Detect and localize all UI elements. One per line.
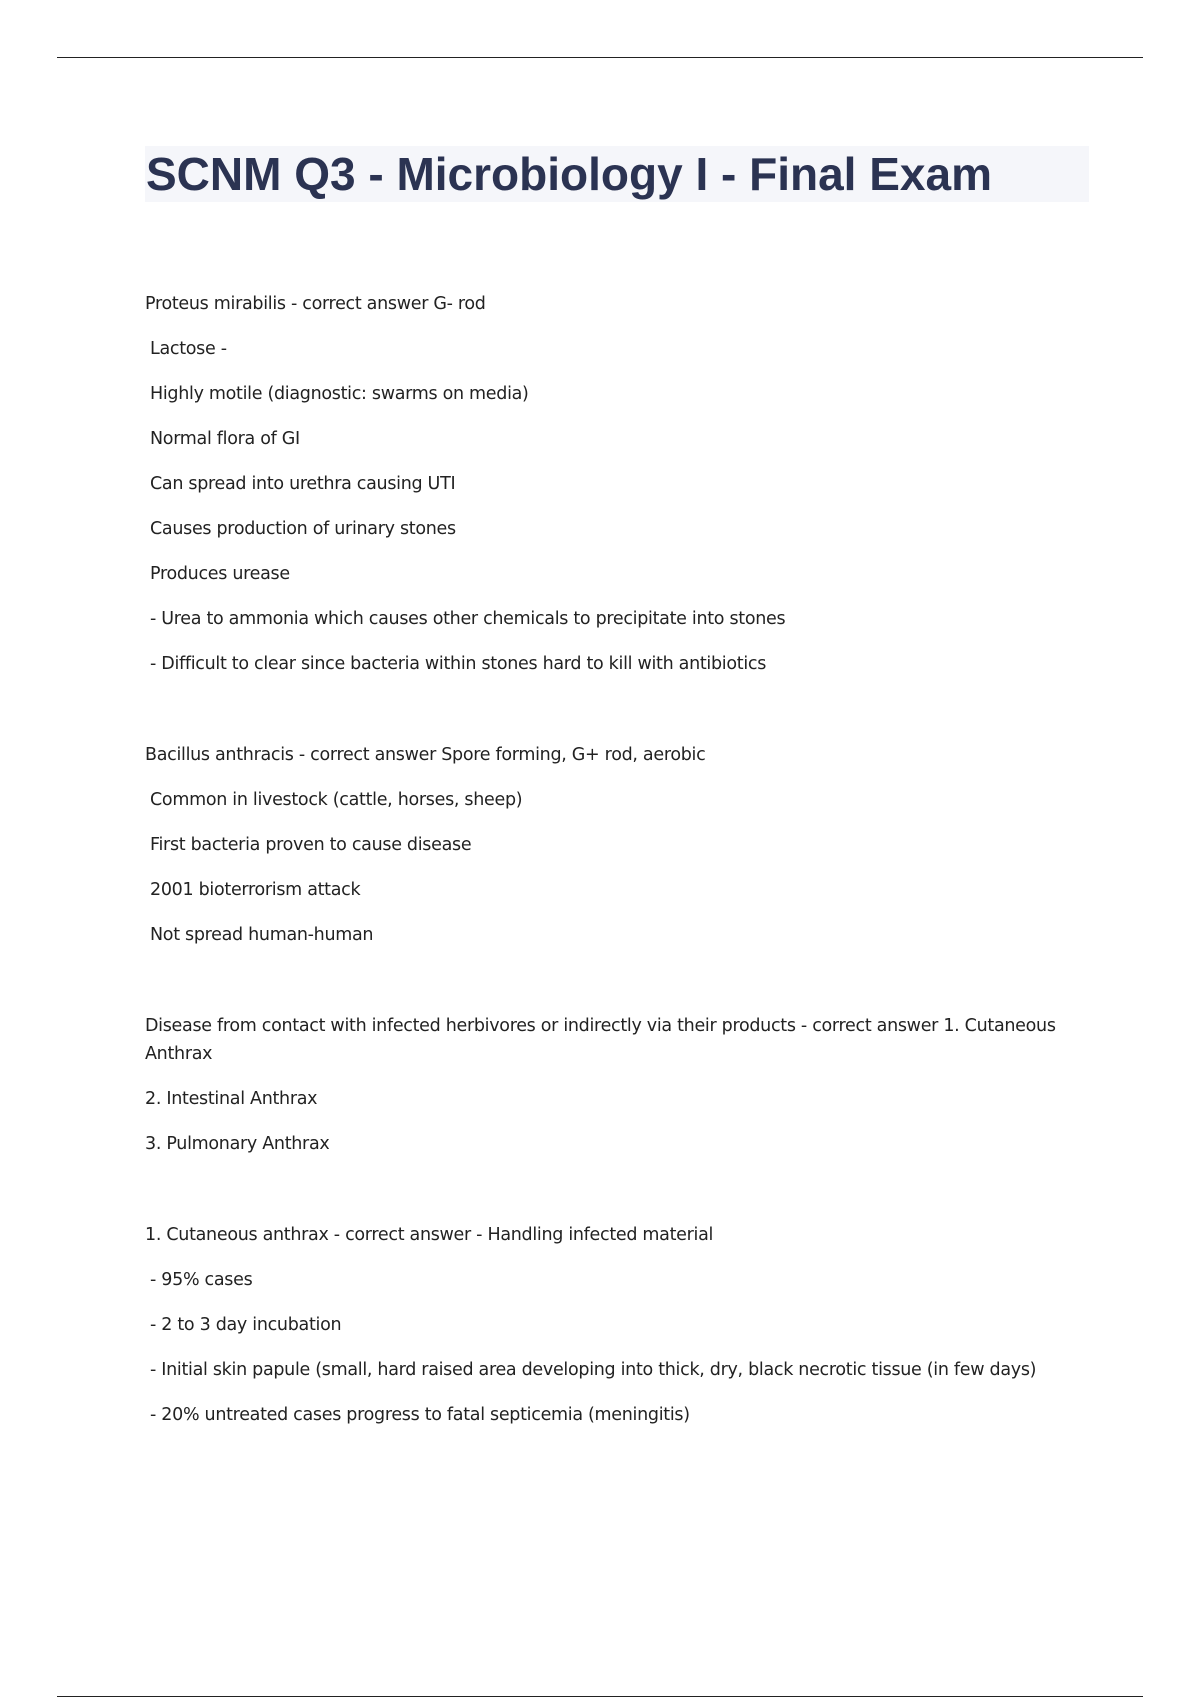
section-heading: Proteus mirabilis - correct answer G- rod (145, 294, 486, 314)
section-line: Normal flora of GI (150, 429, 300, 449)
section-line: First bacteria proven to cause disease (150, 835, 472, 855)
section-line: Causes production of urinary stones (150, 519, 456, 539)
section-line: Highly motile (diagnostic: swarms on media) (150, 384, 529, 404)
bottom-rule (57, 1696, 1143, 1697)
section-line: 3. Pulmonary Anthrax (145, 1134, 330, 1154)
section-cutaneous-anthrax (145, 1221, 1090, 1446)
section-line: Can spread into urethra causing UTI (150, 474, 456, 494)
section-line: - Initial skin papule (small, hard raised area developing into thick, dry, black necrotic tissue (in few days) (150, 1360, 1037, 1380)
section-line: Lactose - (150, 339, 227, 359)
section-proteus-mirabilis (145, 290, 1090, 695)
section-line: - 20% untreated cases progress to fatal septicemia (meningitis) (150, 1405, 690, 1425)
document-body (145, 290, 1090, 1492)
section-line: - Difficult to clear since bacteria within stones hard to kill with antibiotics (150, 654, 767, 674)
page-title: SCNM Q3 - Microbiology I - Final Exam (146, 148, 992, 200)
section-anthrax-types (145, 1012, 1090, 1175)
section-heading: Disease from contact with infected herbivores or indirectly via their products - correct answer 1. Cutaneous Anthrax (145, 1016, 1056, 1064)
section-line: - 2 to 3 day incubation (150, 1315, 342, 1335)
section-line: 2. Intestinal Anthrax (145, 1089, 318, 1109)
section-line: Common in livestock (cattle, horses, sheep) (150, 790, 523, 810)
section-heading: 1. Cutaneous anthrax - correct answer - Handling infected material (145, 1225, 714, 1245)
section-line: - 95% cases (150, 1270, 253, 1290)
section-bacillus-anthracis (145, 741, 1090, 966)
section-line: Produces urease (150, 564, 290, 584)
section-line: 2001 bioterrorism attack (150, 880, 361, 900)
section-line: - Urea to ammonia which causes other chemicals to precipitate into stones (150, 609, 786, 629)
section-heading: Bacillus anthracis - correct answer Spore forming, G+ rod, aerobic (145, 745, 706, 765)
top-rule (57, 57, 1143, 58)
section-line: Not spread human-human (150, 925, 374, 945)
